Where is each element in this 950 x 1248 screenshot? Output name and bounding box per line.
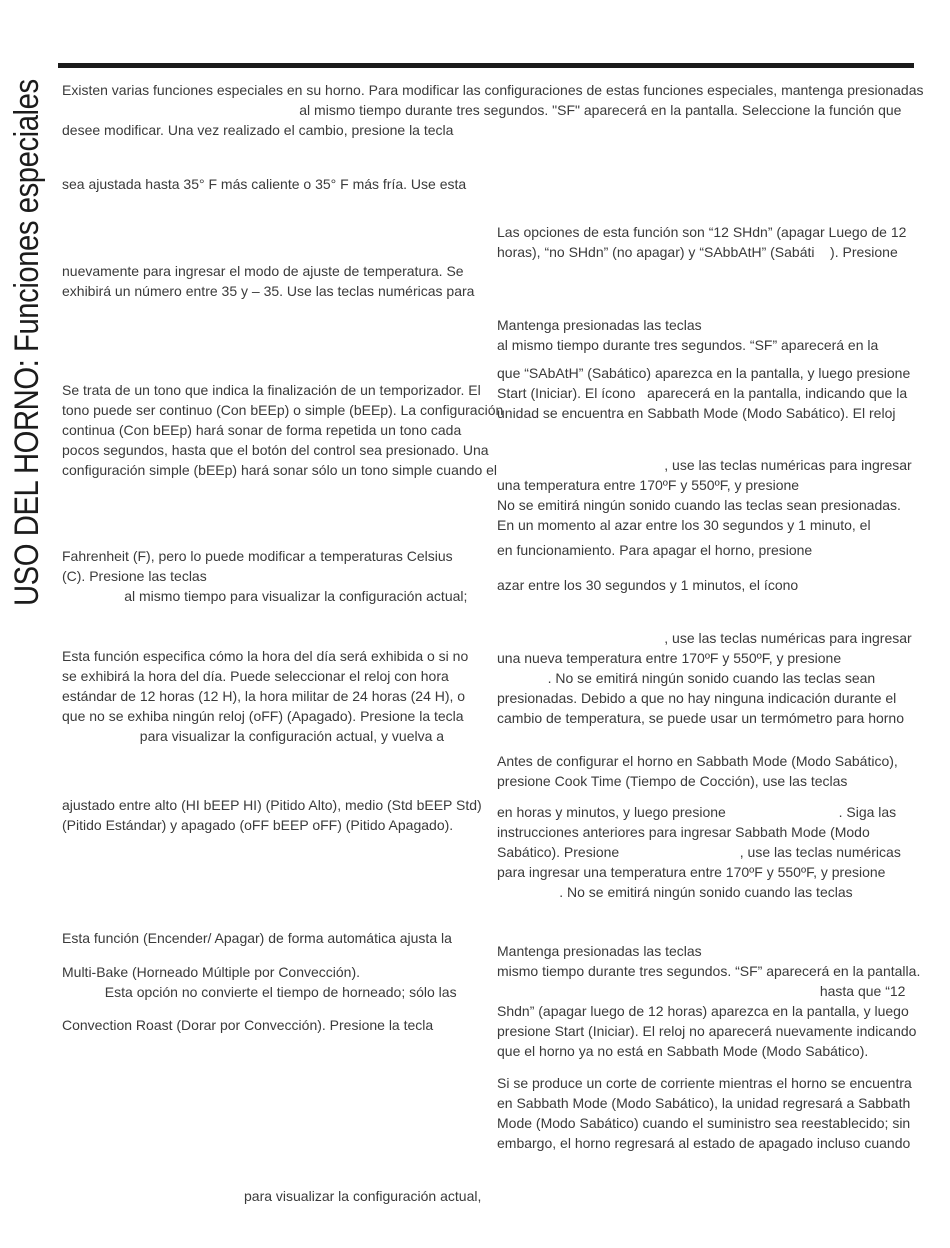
right-exit-sabbath	[497, 941, 920, 1061]
top-rule	[58, 63, 914, 68]
left-timer-beep-tone-line: Se trata de un tono que indica la finalización de un temporizador. El	[62, 382, 481, 398]
left-fahrenheit-celsius-line: Fahrenheit (F), pero lo puede modificar a temperaturas Celsius	[62, 548, 453, 564]
right-power-outage-line: Mode (Modo Sabático) cuando el suministro sea reestablecido; sin	[497, 1115, 911, 1131]
right-exit-sabbath-line: Shdn” (apagar luego de 12 horas) aparezca en la pantalla, y luego	[497, 1003, 909, 1019]
left-fahrenheit-celsius	[62, 546, 467, 606]
left-clock-display-line: se exhibirá la hora del día. Puede seleccionar el reloj con hora	[62, 668, 449, 684]
left-temp-adjust-mode-line: nuevamente para ingresar el modo de ajuste de temperatura. Se	[62, 263, 464, 279]
right-change-temp-line: presionadas. Debido a que no hay ninguna indicación durante el	[497, 690, 897, 706]
left-clock-display-line: que no se exhiba ningún reloj (oFF) (Apagado). Presione la tecla	[62, 708, 464, 724]
right-timed-sabbath-steps	[497, 802, 901, 902]
left-clock-display-line: Esta función especifica cómo la hora del día será exhibida o si no	[62, 648, 469, 664]
left-clock-display-line: para visualizar la configuración actual, y vuelva a	[62, 728, 445, 744]
left-multibake	[62, 962, 457, 1002]
right-exit-sabbath-line: presione Start (Iniciar). El reloj no aparecerá nuevamente indicando	[497, 1023, 917, 1039]
left-temp-adjust-range	[62, 174, 466, 194]
left-temp-adjust-mode-line: exhibirá un número entre 35 y – 35. Use las teclas numéricas para	[62, 283, 475, 299]
right-sabbath-set-temp-line: En un momento al azar entre los 30 segundos y 1 minuto, el	[497, 517, 871, 533]
right-timed-sabbath-steps-line: en horas y minutos, y luego presione . Siga las	[497, 804, 897, 820]
right-random-icon	[497, 575, 798, 595]
right-timed-sabbath-steps-line: Sabático). Presione , use las teclas numéricas	[497, 844, 901, 860]
left-multibake-line: Multi-Bake (Horneado Múltiple por Convección).	[62, 964, 361, 980]
right-sabbath-set-temp-line: No se emitirá ningún sonido cuando las teclas sean presionadas.	[497, 497, 901, 513]
right-random-icon-line: azar entre los 30 segundos y 1 minutos, el ícono	[497, 577, 799, 593]
right-sabbath-set-temp	[497, 455, 912, 535]
right-power-outage-line: en Sabbath Mode (Modo Sabático), la unidad regresará a Sabbath	[497, 1095, 911, 1111]
left-beep-volume-line: ajustado entre alto (HI bEEP HI) (Pitido Alto), medio (Std bEEP Std)	[62, 797, 482, 813]
left-auto-conversion	[62, 928, 452, 948]
left-temp-adjust-range-line: sea ajustada hasta 35° F más caliente o 35° F más fría. Use esta	[62, 176, 467, 192]
right-exit-sabbath-line: Mantenga presionadas las teclas	[497, 943, 702, 959]
right-sabbath-enter-display-line: Start (Iniciar). El ícono aparecerá en la pantalla, indicando que la	[497, 385, 908, 401]
right-exit-sabbath-line: hasta que “12	[497, 983, 906, 999]
right-power-outage	[497, 1073, 912, 1153]
right-change-temp-line: . No se emitirá ningún sonido cuando las teclas sean	[497, 670, 876, 686]
right-exit-sabbath-line: mismo tiempo durante tres segundos. “SF” aparecerá en la pantalla.	[497, 963, 921, 979]
right-change-temp-line: una nueva temperatura entre 170ºF y 550ºF, y presione	[497, 650, 842, 666]
left-multibake-line: Esta opción no convierte el tiempo de horneado; sólo las	[62, 984, 457, 1000]
sidebar-vertical-title	[8, 0, 47, 606]
right-oven-off-line: en funcionamiento. Para apagar el horno, presione	[497, 542, 813, 558]
right-sabbath-enter-display-line: unidad se encuentra en Sabbath Mode (Modo Sabático). El reloj	[497, 405, 896, 421]
left-timer-beep-tone-line: pocos segundos, hasta que el botón del control sea presionado. Una	[62, 442, 489, 458]
intro-paragraph-line: desee modificar. Una vez realizado el cambio, presione la tecla	[62, 122, 454, 138]
left-timer-beep-tone	[62, 380, 503, 480]
right-change-temp	[497, 628, 912, 728]
right-sabbath-set-temp-line: , use las teclas numéricas para ingresar	[497, 457, 912, 473]
right-sabbath-set-temp-line: una temperatura entre 170ºF y 550ºF, y presione	[497, 477, 800, 493]
right-timed-sabbath-steps-line: instrucciones anteriores para ingresar Sabbath Mode (Modo	[497, 824, 870, 840]
bottom-config-line-line: para visualizar la configuración actual,	[244, 1188, 482, 1204]
left-convection-roast-line: Convection Roast (Dorar por Convección). Presione la tecla	[62, 1017, 434, 1033]
right-sabbath-enter-keys-line: al mismo tiempo durante tres segundos. “SF” aparecerá en la	[497, 337, 879, 353]
right-oven-off	[497, 540, 812, 560]
right-timed-sabbath-intro-line: presione Cook Time (Tiempo de Cocción), use las teclas	[497, 773, 848, 789]
right-change-temp-line: , use las teclas numéricas para ingresar	[497, 630, 912, 646]
intro-paragraph-line: al mismo tiempo durante tres segundos. "SF" aparecerá en la pantalla. Seleccione la función que	[62, 102, 902, 118]
right-timed-sabbath-steps-line: para ingresar una temperatura entre 170ºF y 550ºF, y presione	[497, 864, 886, 880]
right-sabbath-enter-keys-line: Mantenga presionadas las teclas	[497, 317, 702, 333]
left-timer-beep-tone-line: continua (Con bEEp) hará sonar de forma repetida un tono cada	[62, 422, 462, 438]
left-beep-volume-line: (Pitido Estándar) y apagado (oFF bEEP oFF) (Pitido Apagado).	[62, 817, 454, 833]
right-power-outage-line: embargo, el horno regresará al estado de apagado incluso cuando	[497, 1135, 911, 1151]
left-beep-volume	[62, 795, 482, 835]
intro-paragraph-line: Existen varias funciones especiales en su horno. Para modificar las configuraciones de estas funciones especiales, mantenga presionadas	[62, 82, 924, 98]
right-timed-sabbath-steps-line: . No se emitirá ningún sonido cuando las teclas	[497, 884, 853, 900]
left-timer-beep-tone-line: tono puede ser continuo (Con bEEp) o simple (bEEp). La configuración	[62, 402, 504, 418]
right-sabbath-enter-display-line: que “SAbAtH” (Sabático) aparezca en la pantalla, y luego presione	[497, 365, 911, 381]
right-shutdown-options-line: Las opciones de esta función son “12 SHdn” (apagar Luego de 12	[497, 224, 907, 240]
sidebar-title-text: USO DEL HORNO: Funciones especiales	[8, 79, 46, 606]
left-convection-roast	[62, 1015, 433, 1035]
left-fahrenheit-celsius-line: al mismo tiempo para visualizar la configuración actual;	[62, 588, 468, 604]
right-sabbath-enter-keys	[497, 315, 878, 355]
right-timed-sabbath-intro	[497, 751, 898, 791]
bottom-config-line	[244, 1186, 481, 1206]
right-exit-sabbath-line: que el horno ya no está en Sabbath Mode (Modo Sabático).	[497, 1043, 869, 1059]
intro-paragraph	[62, 80, 924, 140]
right-timed-sabbath-intro-line: Antes de configurar el horno en Sabbath Mode (Modo Sabático),	[497, 753, 898, 769]
right-sabbath-enter-display	[497, 363, 910, 423]
left-clock-display	[62, 646, 468, 746]
right-power-outage-line: Si se produce un corte de corriente mientras el horno se encuentra	[497, 1075, 912, 1091]
left-temp-adjust-mode	[62, 261, 474, 301]
right-change-temp-line: cambio de temperatura, se puede usar un termómetro para horno	[497, 710, 905, 726]
left-fahrenheit-celsius-line: (C). Presione las teclas	[62, 568, 207, 584]
left-clock-display-line: estándar de 12 horas (12 H), la hora militar de 24 horas (24 H), o	[62, 688, 466, 704]
right-shutdown-options-line: horas), “no SHdn” (no apagar) y “SAbbAtH” (Sabáti ). Presione	[497, 244, 898, 260]
left-timer-beep-tone-line: configuración simple (bEEp) hará sonar sólo un tono simple cuando el	[62, 462, 498, 478]
right-shutdown-options	[497, 222, 906, 262]
left-auto-conversion-line: Esta función (Encender/ Apagar) de forma automática ajusta la	[62, 930, 452, 946]
